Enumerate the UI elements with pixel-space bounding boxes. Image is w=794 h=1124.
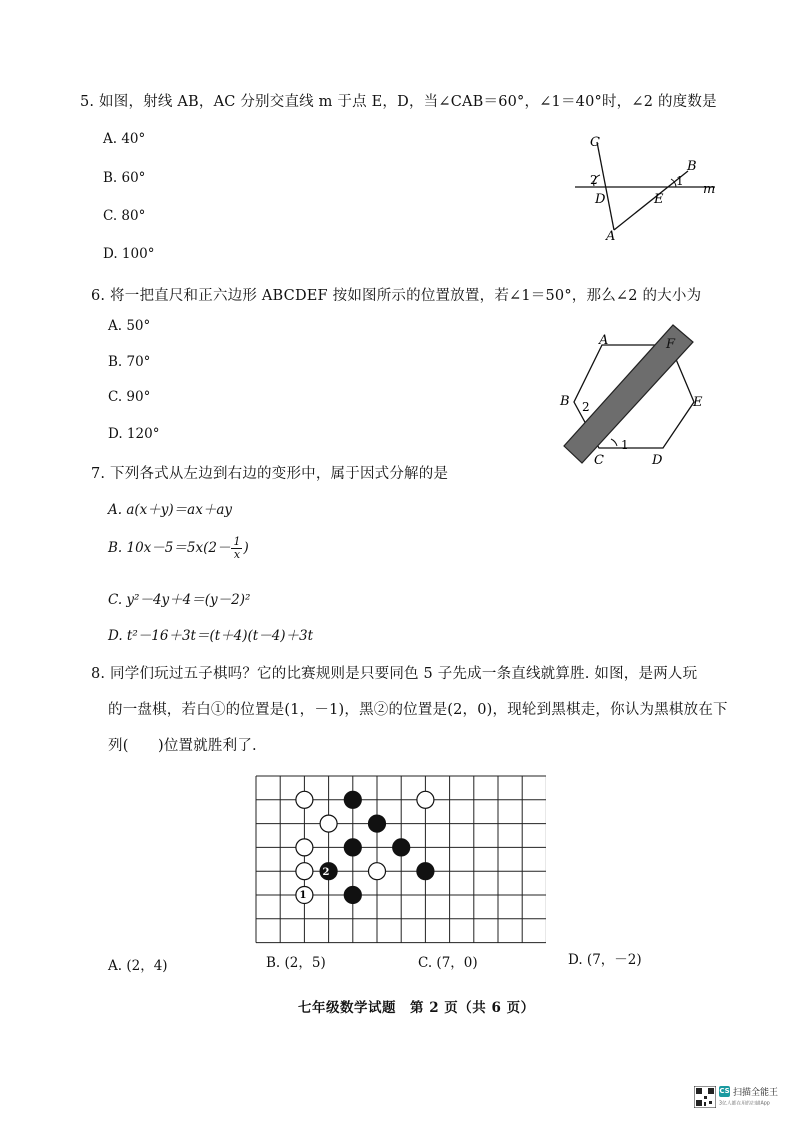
q7-option-a: A. a(x＋y)＝ax＋ay: [108, 502, 232, 518]
white-stone: [369, 863, 386, 880]
black-stone-2-label: 2: [322, 867, 330, 878]
black-stone: [344, 839, 361, 856]
label-angle-2: 2: [582, 400, 590, 414]
label-b: B: [687, 159, 697, 174]
scanner-badge: [694, 1083, 786, 1113]
q5-option-a: A. 40°: [103, 131, 146, 147]
label-b: B: [560, 394, 570, 409]
label-angle-2: 2: [590, 173, 598, 187]
q6-option-b: B. 70°: [108, 354, 151, 370]
q7-option-d: D. t²－16＋3t＝(t＋4)(t－4)＋3t: [108, 628, 314, 644]
label-d: D: [595, 192, 606, 207]
scanner-name: 扫描全能王: [733, 1088, 779, 1098]
white-stone: [296, 863, 313, 880]
scanner-logo: CS: [719, 1087, 730, 1095]
angle-1-arc: [611, 439, 617, 446]
page-footer: 七年级数学试题 第 2 页（共 6 页）: [298, 1000, 535, 1016]
black-stone: [393, 839, 410, 856]
label-angle-1: 1: [621, 438, 629, 452]
q7-option-b-fraction: [231, 536, 242, 561]
q7-option-b: [108, 536, 249, 561]
q6-figure: [555, 318, 715, 470]
q8-option-d: D. (7，－2): [568, 952, 642, 968]
black-stone: [417, 863, 434, 880]
q7-option-c: C. y²－4y＋4＝(y－2)²: [108, 592, 251, 608]
q5-option-c: C. 80°: [103, 208, 146, 224]
white-stone: [417, 791, 434, 808]
label-d: D: [652, 453, 663, 468]
q8-option-b: B. (2，5): [266, 955, 326, 971]
black-stone: [369, 815, 386, 832]
fraction-numerator: 1: [233, 535, 241, 548]
scanner-tagline: 3亿人都在用的扫描App: [719, 1100, 770, 1107]
label-m: m: [703, 182, 716, 197]
label-c: C: [594, 453, 604, 468]
black-stone: [344, 791, 361, 808]
q6-stem: 6. 将一把直尺和正六边形 ABCDEF 按如图所示的位置放置，若∠1＝50°，那么∠2 的大小为: [91, 288, 702, 304]
white-stone: [296, 839, 313, 856]
label-e: E: [654, 192, 664, 207]
q8-option-a: A. (2，4): [108, 958, 168, 974]
white-stone: [296, 791, 313, 808]
gomoku-board: [252, 772, 546, 947]
label-angle-1: 1: [676, 174, 684, 188]
black-stone: [344, 887, 361, 904]
q7-option-b-suffix: ): [243, 540, 249, 556]
q5-figure: [560, 128, 730, 243]
label-a: A: [599, 333, 609, 348]
q7-option-b-prefix: B. 10x－5＝5x(2－: [108, 540, 231, 556]
white-stone-1-label: 1: [299, 890, 307, 901]
q8-stem-line2: 的一盘棋，若白①的位置是(1，－1)，黑②的位置是(2，0)，现轮到黑棋走，你认为黑棋放在下: [108, 702, 728, 718]
q8-stem-line1: 8. 同学们玩过五子棋吗？它的比赛规则是只要同色 5 子先成一条直线就算胜. 如图，是两人玩: [91, 666, 698, 682]
q7-stem: 7. 下列各式从左边到右边的变形中，属于因式分解的是: [91, 466, 449, 482]
ray-ac: [597, 142, 614, 230]
q8-option-c: C. (7，0): [418, 955, 478, 971]
q6-option-d: D. 120°: [108, 426, 160, 442]
q5-option-b: B. 60°: [103, 170, 146, 186]
fraction-denominator: x: [233, 548, 241, 561]
q5-option-d: D. 100°: [103, 246, 155, 262]
label-e: E: [693, 395, 703, 410]
qr-code-icon: [694, 1086, 716, 1108]
q6-option-a: A. 50°: [108, 318, 151, 334]
q5-stem: 5. 如图，射线 AB，AC 分别交直线 m 于点 E，D，当∠CAB＝60°，∠1＝40°时，∠2 的度数是: [80, 94, 717, 110]
white-stone: [320, 815, 337, 832]
q8-stem-line3: 列( )位置就胜利了.: [108, 738, 257, 754]
label-f: F: [666, 337, 676, 352]
label-c: C: [590, 135, 600, 150]
q6-option-c: C. 90°: [108, 389, 151, 405]
label-a: A: [606, 229, 616, 243]
